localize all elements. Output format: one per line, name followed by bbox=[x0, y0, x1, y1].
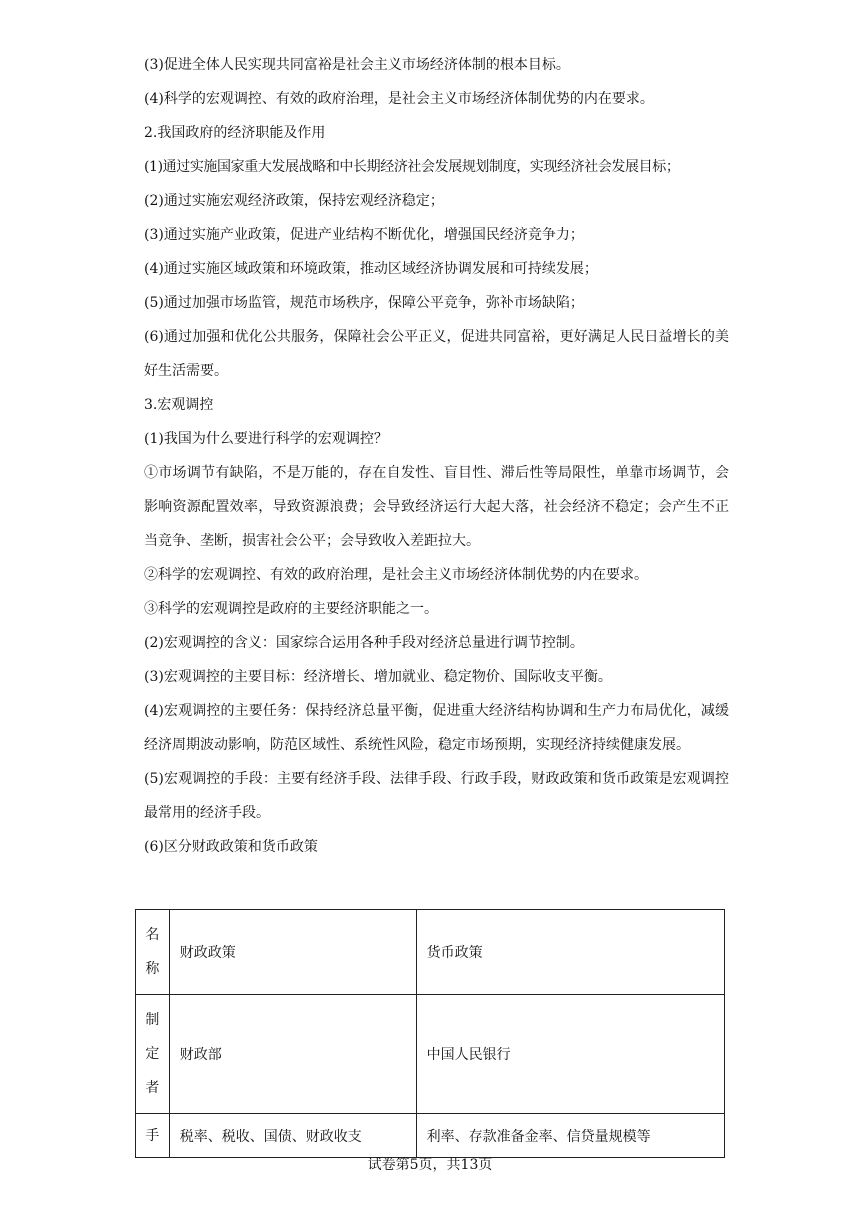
paragraph: (3)促进全体人民实现共同富裕是社会主义市场经济体制的根本目标。 bbox=[144, 57, 570, 73]
paragraph: (5)通过加强市场监管，规范市场秩序，保障公平竞争，弥补市场缺陷； bbox=[144, 295, 584, 311]
body-text bbox=[144, 48, 729, 864]
paragraph: (4)宏观调控的主要任务：保持经济总量平衡，促进重大经济结构协调和生产力布局优化，减缓经济周期波动影响，防范区域性、系统性风险，稳定市场预期，实现经济持续健康发展。 bbox=[144, 703, 729, 753]
table-cell: 货币政策 bbox=[416, 910, 724, 995]
paragraph: (6)区分财政政策和货币政策 bbox=[144, 839, 318, 855]
paragraph: (1)我国为什么要进行科学的宏观调控？ bbox=[144, 431, 388, 447]
table-row bbox=[136, 910, 725, 995]
table-row bbox=[136, 1114, 725, 1158]
table-cell: 利率、存款准备金率、信贷量规模等 bbox=[416, 1114, 724, 1158]
paragraph: (3)宏观调控的主要目标：经济增长、增加就业、稳定物价、国际收支平衡。 bbox=[144, 669, 612, 685]
table-cell: 财政政策 bbox=[169, 910, 416, 995]
page-footer: 试卷第5页，共13页 bbox=[367, 1157, 493, 1173]
table-cell: 财政部 bbox=[169, 995, 416, 1114]
paragraph: (4)科学的宏观调控、有效的政府治理，是社会主义市场经济体制优势的内在要求。 bbox=[144, 91, 654, 107]
paragraph: ②科学的宏观调控、有效的政府治理，是社会主义市场经济体制优势的内在要求。 bbox=[144, 567, 648, 583]
table-row bbox=[136, 995, 725, 1114]
table-cell: 税率、税收、国债、财政收支 bbox=[169, 1114, 416, 1158]
table-cell-label: 手 bbox=[136, 1114, 170, 1158]
section-heading: 2.我国政府的经济职能及作用 bbox=[144, 125, 326, 141]
table-cell-label: 名称 bbox=[136, 910, 170, 995]
paragraph: ③科学的宏观调控是政府的主要经济职能之一。 bbox=[144, 601, 438, 617]
paragraph: (4)通过实施区域政策和环境政策，推动区域经济协调发展和可持续发展； bbox=[144, 261, 598, 277]
section-heading: 3.宏观调控 bbox=[144, 397, 214, 413]
paragraph: (6)通过加强和优化公共服务，保障社会公平正义，促进共同富裕，更好满足人民日益增长的美好生活需要。 bbox=[144, 329, 729, 379]
policy-comparison-table bbox=[135, 909, 725, 1158]
table-cell: 中国人民银行 bbox=[416, 995, 724, 1114]
paragraph: (2)通过实施宏观经济政策，保持宏观经济稳定； bbox=[144, 193, 444, 209]
paragraph: (5)宏观调控的手段：主要有经济手段、法律手段、行政手段，财政政策和货币政策是宏观调控最常用的经济手段。 bbox=[144, 771, 729, 821]
paragraph: (1)通过实施国家重大发展战略和中长期经济社会发展规划制度，实现经济社会发展目标； bbox=[144, 159, 680, 175]
table-cell-label: 制定者 bbox=[136, 995, 170, 1114]
paragraph: (2)宏观调控的含义：国家综合运用各种手段对经济总量进行调节控制。 bbox=[144, 635, 584, 651]
paragraph: (3)通过实施产业政策，促进产业结构不断优化，增强国民经济竞争力； bbox=[144, 227, 584, 243]
paragraph: ①市场调节有缺陷，不是万能的，存在自发性、盲目性、滞后性等局限性，单靠市场调节，会影响资源配置效率，导致资源浪费；会导致经济运行大起大落，社会经济不稳定；会产生不正当竞争、垄断，损害社会公平；会导致收入差距拉大。 bbox=[144, 465, 729, 549]
